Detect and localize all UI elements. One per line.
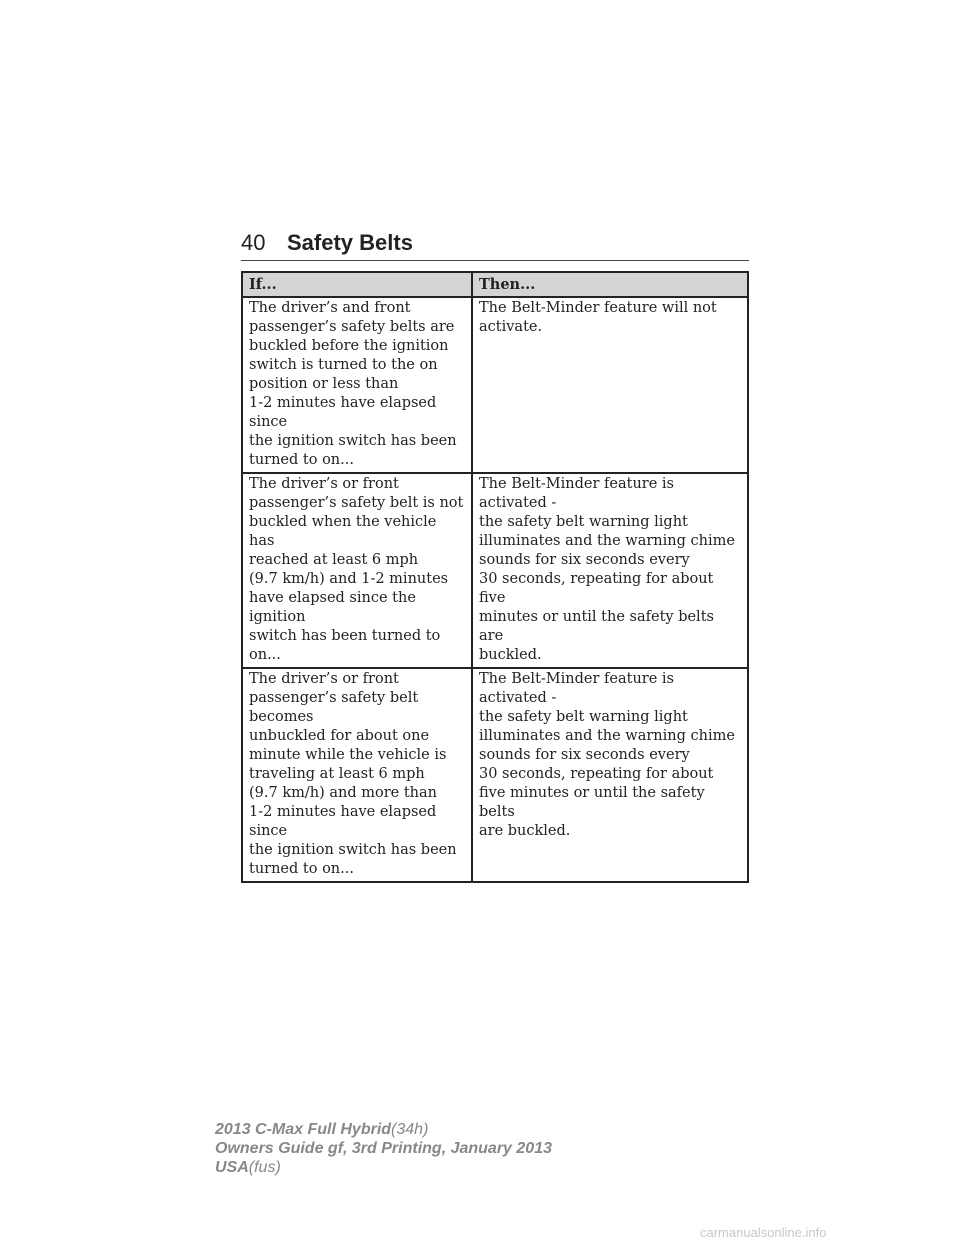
if-cell: The driver’s or front passenger’s safety belt is not buckled when the vehicle has reached at least 6 mph (9.7 km/h) and 1-2 minutes have elapsed since the ignition switch has been turned to on... [242, 473, 472, 668]
section-title: Safety Belts [287, 230, 413, 255]
table-header-row [242, 272, 748, 297]
belt-minder-table [241, 271, 749, 883]
footer-line-3 [215, 1158, 552, 1177]
table-row [242, 473, 748, 668]
column-header-if: If... [242, 272, 472, 297]
page-number: 40 [241, 230, 266, 255]
document-footer [215, 1120, 552, 1177]
watermark: carmanualsonline.info [700, 1225, 827, 1240]
footer-model: 2013 C-Max Full Hybrid [215, 1121, 392, 1138]
then-cell: The Belt-Minder feature will not activate. [472, 297, 748, 473]
footer-model-code: (34h) [391, 1121, 429, 1138]
if-cell: The driver’s and front passenger’s safety belts are buckled before the ignition switch is turned to the on position or less than 1-2 minutes have elapsed since the ignition switch has been turned to on... [242, 297, 472, 473]
footer-market-code: (fus) [248, 1159, 281, 1176]
footer-market: USA [215, 1159, 249, 1176]
table-row [242, 297, 748, 473]
column-header-then: Then... [472, 272, 748, 297]
header-divider [241, 260, 749, 261]
table-row [242, 668, 748, 882]
then-cell: The Belt-Minder feature is activated - the safety belt warning light illuminates and the warning chime sounds for six seconds every 30 seconds, repeating for about five minutes or until the safety belts are buckled. [472, 473, 748, 668]
footer-line-1 [215, 1120, 552, 1139]
if-cell: The driver’s or front passenger’s safety belt becomes unbuckled for about one minute while the vehicle is traveling at least 6 mph (9.7 km/h) and more than 1-2 minutes have elapsed since the ignition switch has been turned to on... [242, 668, 472, 882]
page-header [241, 230, 749, 260]
footer-line-2: Owners Guide gf, 3rd Printing, January 2013 [215, 1140, 552, 1157]
then-cell: The Belt-Minder feature is activated - the safety belt warning light illuminates and the warning chime sounds for six seconds every 30 seconds, repeating for about five minutes or until the safety belts are buckled. [472, 668, 748, 882]
